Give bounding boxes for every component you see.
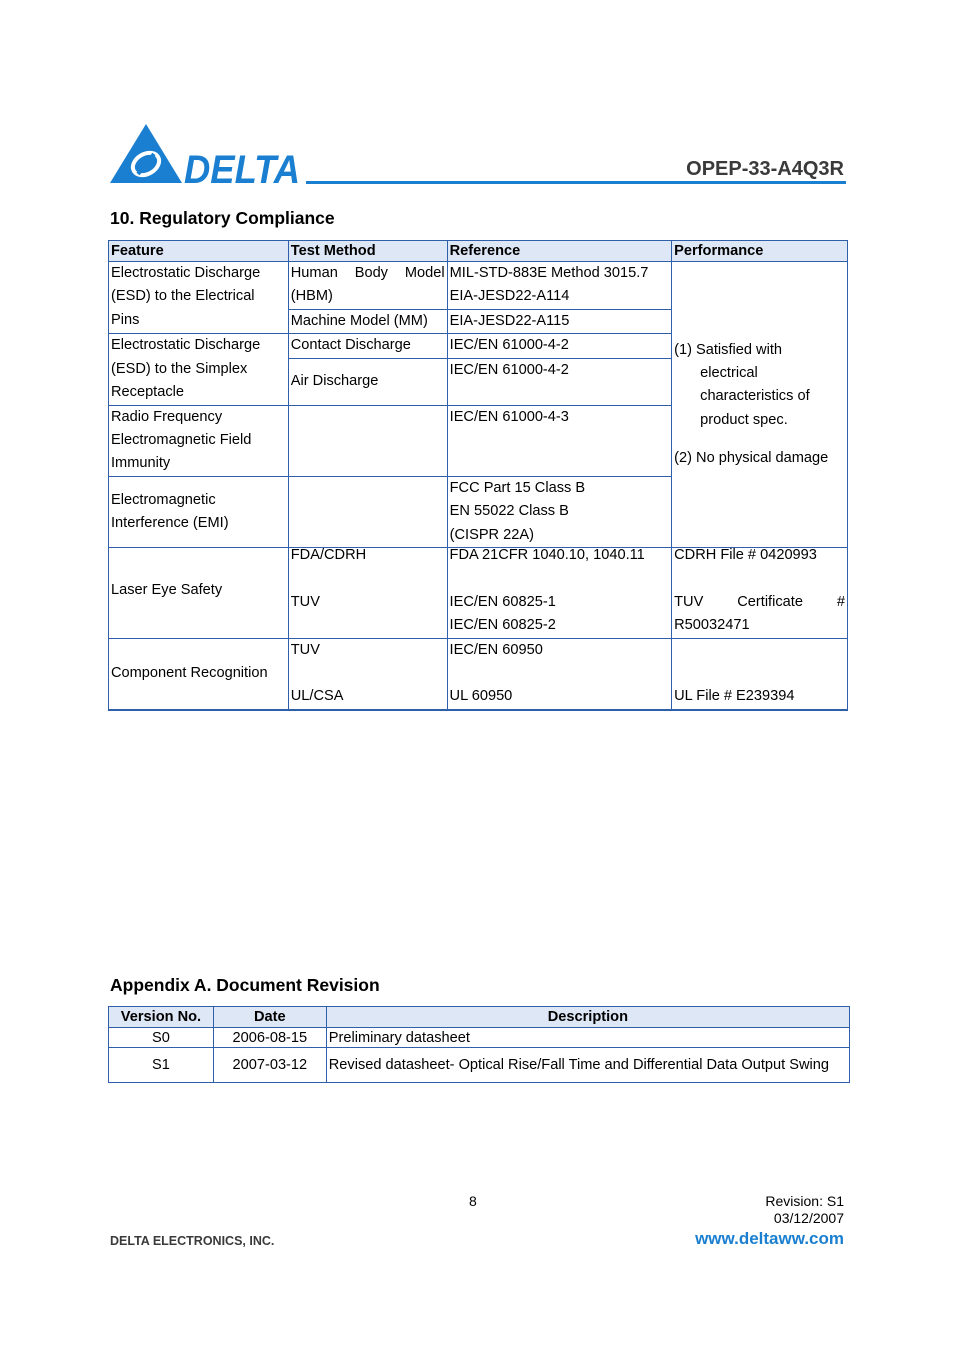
feature-cell: Electrostatic Discharge (ESD) to the Simplex Receptacle <box>109 334 289 405</box>
reference-cell: IEC/EN 60950 UL 60950 <box>447 638 672 710</box>
regulatory-compliance-table-continued <box>108 544 848 711</box>
logo-wordmark: DELTA <box>184 148 300 186</box>
method-cell: Contact Discharge <box>288 334 447 358</box>
method-cell: TUV UL/CSA <box>288 638 447 710</box>
feature-cell: Radio Frequency Electromagnetic Field Immunity <box>109 405 289 476</box>
table-header-row <box>109 241 848 262</box>
revision-label: Revision: S1 <box>765 1193 844 1209</box>
feature-cell: Component Recognition <box>109 638 289 710</box>
delta-logo <box>110 124 302 186</box>
document-revision-table <box>108 1006 850 1083</box>
table-row <box>109 638 848 710</box>
reference-cell: FDA 21CFR 1040.10, 1040.11 IEC/EN 60825-1 IEC/EN 60825-2 <box>447 544 672 638</box>
performance-cell: (1) Satisfied with electrical characteristics of product spec. (2) No physical damage <box>672 262 848 548</box>
method-cell <box>288 405 447 476</box>
header-date: Date <box>213 1007 326 1028</box>
table-row <box>109 1048 850 1083</box>
section-title-regulatory: 10. Regulatory Compliance <box>110 208 335 228</box>
revision-date: 03/12/2007 <box>773 1210 844 1226</box>
table-row <box>109 262 848 310</box>
version-cell: S0 <box>109 1028 214 1048</box>
reference-cell: IEC/EN 61000-4-3 <box>447 405 672 476</box>
date-cell: 2007-03-12 <box>213 1048 326 1083</box>
reference-cell: EIA-JESD22-A115 <box>447 309 672 333</box>
reference-cell: IEC/EN 61000-4-2 <box>447 334 672 358</box>
method-cell: FDA/CDRH TUV <box>288 544 447 638</box>
page-number: 8 <box>469 1193 477 1209</box>
revision-info <box>765 1193 844 1227</box>
header-rule <box>306 181 846 184</box>
header-version: Version No. <box>109 1007 214 1028</box>
feature-cell: Electromagnetic Interference (EMI) <box>109 476 289 547</box>
feature-cell: Laser Eye Safety <box>109 544 289 638</box>
section-title-appendix: Appendix A. Document Revision <box>110 975 380 995</box>
regulatory-compliance-table <box>108 240 848 548</box>
table-row <box>109 544 848 638</box>
header-reference: Reference <box>447 241 672 262</box>
reference-cell: IEC/EN 61000-4-2 <box>447 358 672 405</box>
reference-cell: FCC Part 15 Class B EN 55022 Class B (CISPR 22A) <box>447 476 672 547</box>
performance-cell: UL File # E239394 <box>672 638 848 710</box>
method-cell: Machine Model (MM) <box>288 309 447 333</box>
method-cell: Air Discharge <box>288 358 447 405</box>
description-cell: Revised datasheet- Optical Rise/Fall Time and Differential Data Output Swing <box>326 1048 849 1083</box>
table-header-row <box>109 1007 850 1028</box>
method-cell <box>288 476 447 547</box>
method-cell: Human Body Model (HBM) <box>288 262 447 310</box>
version-cell: S1 <box>109 1048 214 1083</box>
feature-cell: Electrostatic Discharge (ESD) to the Electrical Pins <box>109 262 289 334</box>
company-name: DELTA ELECTRONICS, INC. <box>110 1234 275 1248</box>
header-description: Description <box>326 1007 849 1028</box>
performance-cell: CDRH File # 0420993 TUV Certificate # R50032471 <box>672 544 848 638</box>
description-cell: Preliminary datasheet <box>326 1028 849 1048</box>
website-link[interactable]: www.deltaww.com <box>695 1229 844 1248</box>
date-cell: 2006-08-15 <box>213 1028 326 1048</box>
reference-cell: MIL-STD-883E Method 3015.7 EIA-JESD22-A114 <box>447 262 672 310</box>
header-performance: Performance <box>672 241 848 262</box>
header-feature: Feature <box>109 241 289 262</box>
header-test-method: Test Method <box>288 241 447 262</box>
document-id: OPEP-33-A4Q3R <box>686 158 844 180</box>
table-row <box>109 1028 850 1048</box>
